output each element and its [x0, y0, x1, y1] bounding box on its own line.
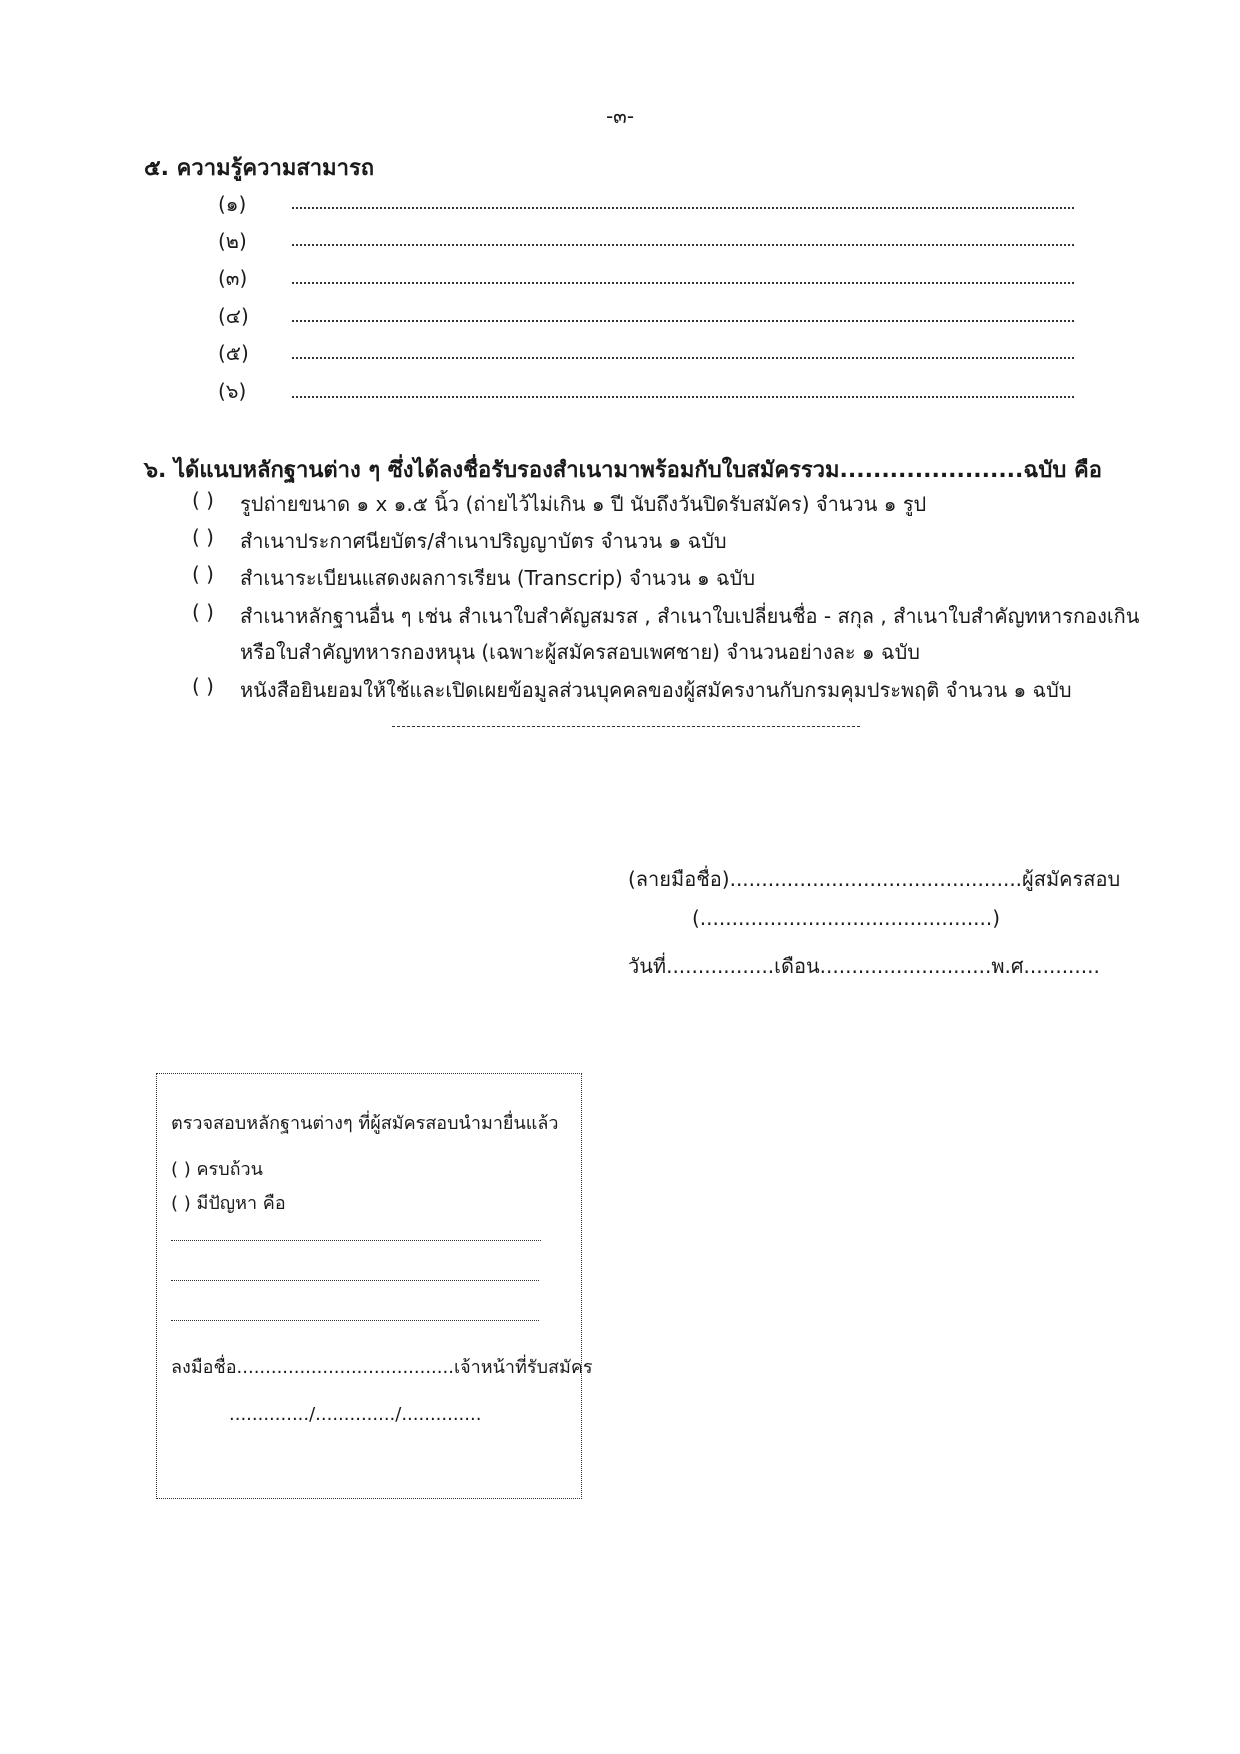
attachment-label-other-continued: หรือใบสำคัญทหารกองหนุน (เฉพาะผู้สมัครสอบเพศชาย) จำนวนอย่างละ ๑ ฉบับ: [240, 640, 920, 664]
skill-item-number: (๓): [218, 266, 248, 290]
section6-title: [144, 452, 1102, 487]
attachment-label-certificate: สำเนาประกาศนียบัตร/สำเนาปริญญาบัตร จำนวน ๑ ฉบับ: [240, 529, 727, 553]
problem-line-1[interactable]: [171, 1240, 541, 1241]
skill-item-number: (๒): [218, 229, 247, 253]
verification-date-line[interactable]: ............../............../..............: [229, 1404, 482, 1425]
attachment-checkbox-certificate[interactable]: ( ): [192, 525, 214, 549]
problem-line-2[interactable]: [171, 1280, 539, 1281]
application-date-line[interactable]: วันที่.................เดือน...........................พ.ศ............: [628, 954, 1100, 978]
skill-item-number: (๕): [218, 341, 249, 365]
problem-line-3[interactable]: [171, 1320, 539, 1321]
skill-item-number: (๑): [218, 192, 247, 216]
attachment-checkbox-photo[interactable]: ( ): [192, 488, 214, 512]
applicant-name-line[interactable]: (..............................................): [692, 906, 1001, 930]
skill-item-number: (๖): [218, 379, 247, 403]
attachment-label-photo: รูปถ่ายขนาด ๑ x ๑.๕ นิ้ว (ถ่ายไว้ไม่เกิน ๑ ปี นับถึงวันปิดรับสมัคร) จำนวน ๑ รูป: [240, 492, 927, 516]
verification-box: [156, 1073, 593, 1499]
skill-line-4[interactable]: [292, 320, 1074, 322]
section-divider: [392, 726, 860, 727]
section6-title-text: ๖. ได้แนบหลักฐานต่าง ๆ ซึ่งได้ลงชื่อรับรองสำเนามาพร้อมกับใบสมัครรวม: [144, 458, 840, 483]
skill-line-2[interactable]: [292, 244, 1074, 246]
officer-signature-line[interactable]: ลงมือชื่อ......................................เจ้าหน้าที่รับสมัคร: [171, 1357, 593, 1378]
skill-line-3[interactable]: [292, 282, 1074, 284]
option-complete[interactable]: ( ) ครบถ้วน: [171, 1159, 263, 1180]
section5-title: ๕. ความรู้ความสามารถ: [144, 156, 375, 181]
attachment-checkbox-consent[interactable]: ( ): [192, 674, 214, 698]
section6-title-suffix: ฉบับ คือ: [1023, 458, 1102, 483]
attachment-label-consent: หนังสือยินยอมให้ใช้และเปิดเผยข้อมูลส่วนบุคคลของผู้สมัครงานกับกรมคุมประพฤติ จำนวน ๑ ฉบับ: [240, 678, 1072, 702]
attachment-checkbox-other[interactable]: ( ): [192, 600, 214, 624]
attachment-label-transcript: สำเนาระเบียนแสดงผลการเรียน (Transcrip) จำนวน ๑ ฉบับ: [240, 566, 756, 590]
applicant-signature-line[interactable]: (ลายมือชื่อ)..............................................ผู้สมัครสอบ: [628, 867, 1121, 891]
skill-item-number: (๔): [218, 304, 249, 328]
attachment-label-other: สำเนาหลักฐานอื่น ๆ เช่น สำเนาใบสำคัญสมรส , สำเนาใบเปลี่ยนชื่อ - สกุล , สำเนาใบสำคัญทหารกองเกิน: [240, 604, 1140, 628]
attachment-checkbox-transcript[interactable]: ( ): [192, 562, 214, 586]
skill-line-5[interactable]: [292, 357, 1074, 359]
copies-count-field[interactable]: ......................: [839, 458, 1024, 483]
page-number: -๓-: [605, 104, 635, 128]
skill-line-1[interactable]: [292, 207, 1074, 209]
verification-title: ตรวจสอบหลักฐานต่างๆ ที่ผู้สมัครสอบนำมายื่นแล้ว: [171, 1113, 559, 1134]
option-problem[interactable]: ( ) มีปัญหา คือ: [171, 1193, 286, 1214]
skill-line-6[interactable]: [292, 396, 1074, 398]
